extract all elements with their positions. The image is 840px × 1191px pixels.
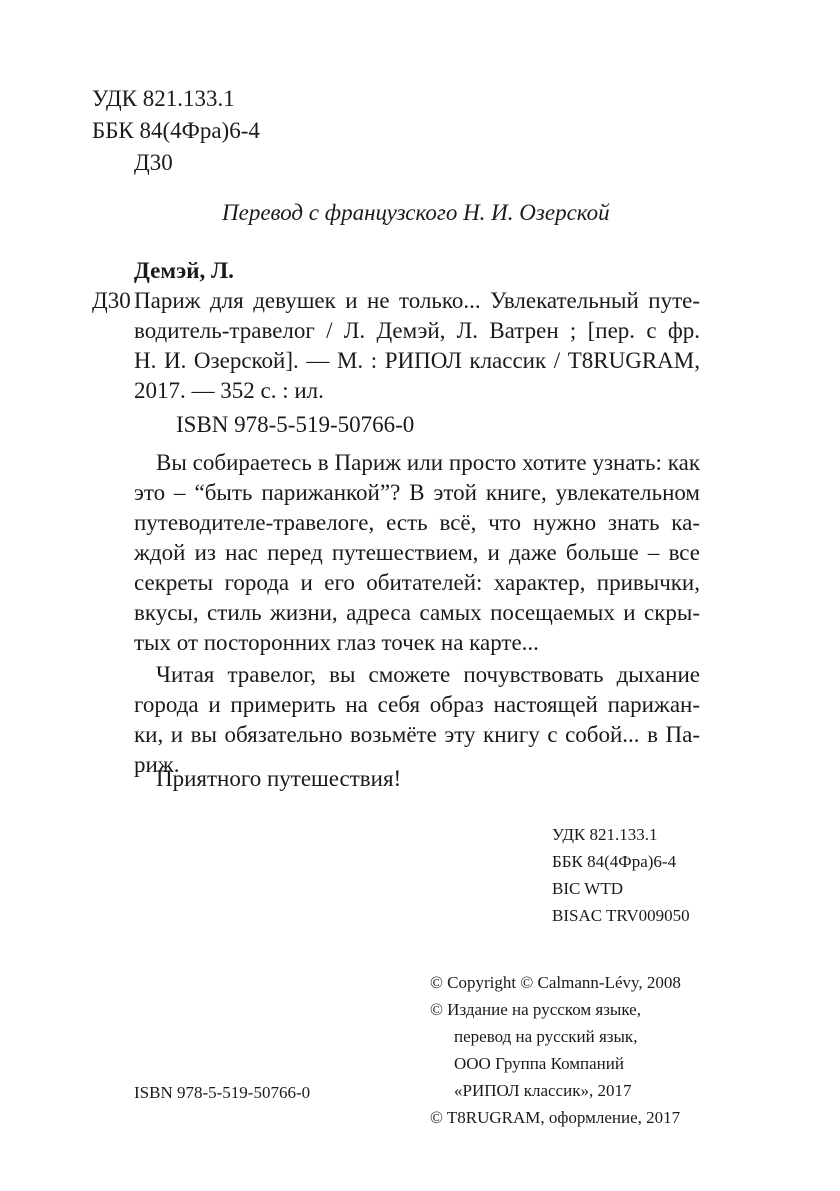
copyright-line: © Издание на русском языке, <box>430 1000 641 1019</box>
copyright-block <box>430 972 681 1129</box>
annotation-paragraph-3: Приятного путешествия! <box>156 766 402 791</box>
annotation-line: Вы собираетесь в Париж или просто хотите узнать: как <box>156 450 700 475</box>
classification-block <box>552 824 690 927</box>
copyright-line: ООО Группа Компаний <box>454 1054 624 1073</box>
annotation-line: тых от посторонних глаз точек на карте... <box>134 630 539 655</box>
classification-udk: УДК 821.133.1 <box>552 825 658 844</box>
catalog-line: водитель-травелог / Л. Демэй, Л. Ватрен ; [пер. с фр. <box>134 318 700 343</box>
translation-note: Перевод с французского Н. И. Озерской <box>222 200 610 225</box>
classification-bic: BIC WTD <box>552 879 623 898</box>
catalog-description <box>134 286 700 406</box>
copyright-line: © Copyright © Calmann-Lévy, 2008 <box>430 973 681 992</box>
annotation-line: это – “быть парижанкой”? В этой книге, увлекательном <box>134 480 700 505</box>
catalog-line: Н. И. Озерской]. — М. : РИПОЛ классик / T8RUGRAM, <box>134 348 700 373</box>
annotation-line: города и примерить на себя образ настоящей парижан- <box>134 692 700 717</box>
udk-code: УДК 821.133.1 <box>92 86 235 111</box>
annotation-line: риж. <box>134 752 180 777</box>
bottom-isbn: ISBN 978-5-519-50766-0 <box>134 1083 311 1102</box>
catalog-line: 2017. — 352 с. : ил. <box>134 378 324 403</box>
catalog-line: Париж для девушек и не только... Увлекательный путе- <box>134 288 700 313</box>
bbk-code: ББК 84(4Фра)6-4 <box>92 118 260 143</box>
catalog-isbn: ISBN 978-5-519-50766-0 <box>176 412 415 437</box>
annotation-line: путеводителе-травелоге, есть всё, что нужно знать ка- <box>134 510 700 535</box>
annotation-line: ки, и вы обязательно возьмёте эту книгу с собой... в Па- <box>134 722 700 747</box>
catalog-author: Демэй, Л. <box>134 258 234 283</box>
classification-bbk: ББК 84(4Фра)6-4 <box>552 852 677 871</box>
catalog-mark: Д30 <box>92 288 131 313</box>
annotation-paragraph-2 <box>134 660 700 780</box>
annotation-paragraph-1 <box>134 448 700 658</box>
annotation-line: вкусы, стиль жизни, адреса самых посещаемых и скры- <box>134 600 700 625</box>
copyright-line: «РИПОЛ классик», 2017 <box>454 1081 632 1100</box>
classification-bisac: BISAC TRV009050 <box>552 906 690 925</box>
annotation-line: ждой из нас перед путешествием, и даже больше – все <box>134 540 700 565</box>
annotation-line: секреты города и его обитателей: характер, привычки, <box>134 570 700 595</box>
annotation-line: Читая травелог, вы сможете почувствовать дыхание <box>156 662 700 687</box>
copyright-line: © T8RUGRAM, оформление, 2017 <box>430 1108 681 1127</box>
author-mark: Д30 <box>134 150 173 175</box>
copyright-line: перевод на русский язык, <box>454 1027 638 1046</box>
